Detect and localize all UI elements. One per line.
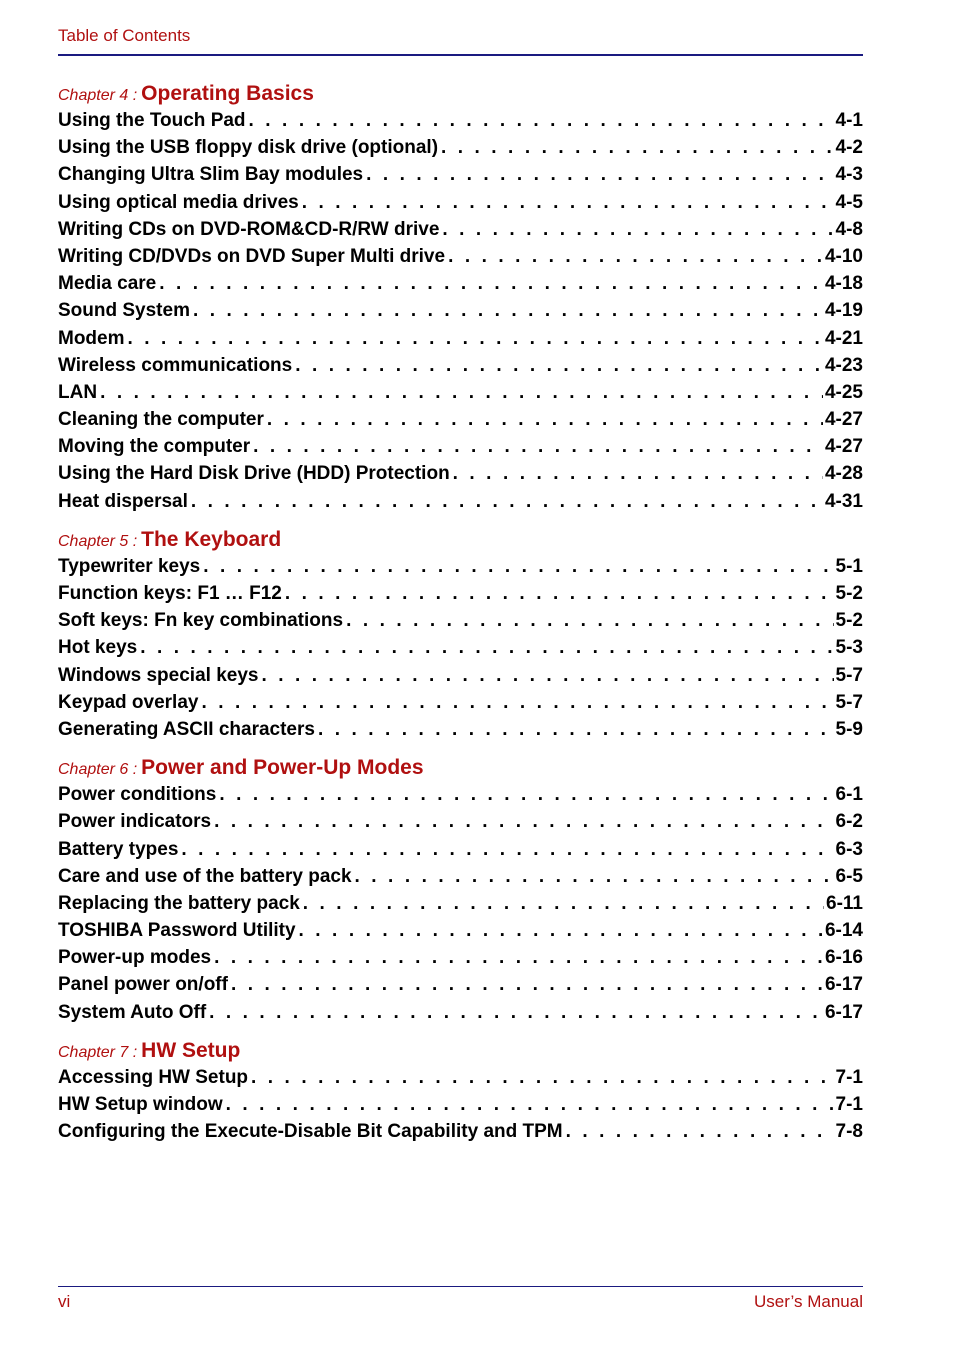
toc-entry-title: Windows special keys — [58, 664, 259, 686]
toc-entry-title: Wireless communications — [58, 354, 293, 376]
dot-leader — [285, 580, 834, 607]
toc-entry-title: Battery types — [58, 838, 179, 860]
chapter-section — [58, 80, 863, 515]
dot-leader — [226, 1091, 834, 1118]
toc-entry-page: 6-17 — [824, 974, 863, 996]
toc-entry[interactable] — [58, 352, 863, 379]
dot-leader — [181, 836, 833, 863]
toc-entry-page: 5-1 — [835, 555, 863, 577]
table-of-contents — [58, 80, 863, 1145]
chapter-title: Power and Power-Up Modes — [141, 756, 424, 780]
chapter-prefix: Chapter 5 : — [58, 532, 138, 550]
toc-entry[interactable] — [58, 716, 863, 743]
toc-entry-title: Function keys: F1 … F12 — [58, 583, 282, 604]
toc-entry-page: 6-1 — [835, 784, 863, 806]
toc-entry-title: Accessing HW Setup — [58, 1066, 249, 1088]
toc-entry[interactable] — [58, 808, 863, 835]
toc-entry[interactable] — [58, 580, 863, 607]
toc-entry-page: 4-23 — [824, 354, 863, 376]
toc-entry[interactable] — [58, 662, 863, 689]
toc-entry-title: HW Setup window — [58, 1094, 223, 1115]
toc-entry[interactable] — [58, 216, 863, 243]
toc-entry-page: 5-3 — [835, 637, 863, 659]
dot-leader — [566, 1118, 834, 1145]
toc-entry-title: Soft keys: Fn key combinations — [58, 610, 344, 632]
toc-entry[interactable] — [58, 1064, 863, 1091]
toc-entry-page: 6-3 — [835, 838, 863, 860]
toc-entry[interactable] — [58, 836, 863, 863]
dot-leader — [441, 134, 834, 161]
toc-entry[interactable] — [58, 971, 863, 998]
dot-leader — [251, 1064, 833, 1091]
toc-entry-page: 4-5 — [835, 191, 863, 213]
header-divider — [58, 54, 863, 56]
toc-entry[interactable] — [58, 488, 863, 515]
toc-entry-title: Sound System — [58, 300, 190, 322]
toc-entry[interactable] — [58, 863, 863, 890]
toc-entry-title: Modem — [58, 327, 125, 349]
dot-leader — [355, 863, 834, 890]
toc-entry-page: 7-1 — [835, 1094, 863, 1115]
toc-entry-title: Power-up modes — [58, 947, 212, 969]
chapter-heading — [58, 526, 863, 553]
toc-entry-page: 4-27 — [824, 436, 863, 458]
dot-leader — [193, 297, 823, 324]
toc-entry-title: Using the Hard Disk Drive (HDD) Protection — [58, 463, 450, 485]
dot-leader — [201, 689, 833, 716]
toc-entry[interactable] — [58, 1118, 863, 1145]
toc-entry-title: TOSHIBA Password Utility — [58, 920, 296, 942]
toc-entry[interactable] — [58, 107, 863, 134]
toc-entry[interactable] — [58, 917, 863, 944]
toc-entry-page: 4-19 — [824, 300, 863, 322]
toc-entry[interactable] — [58, 689, 863, 716]
dot-leader — [203, 553, 833, 580]
toc-entry-page: 5-7 — [835, 664, 863, 686]
toc-entry[interactable] — [58, 890, 863, 917]
toc-entry-title: Changing Ultra Slim Bay modules — [58, 164, 364, 186]
toc-entry[interactable] — [58, 781, 863, 808]
toc-entry-title: Panel power on/off — [58, 974, 228, 996]
chapter-prefix: Chapter 7 : — [58, 1043, 138, 1061]
toc-entry-page: 4-18 — [824, 273, 863, 295]
toc-entry-page: 4-28 — [824, 463, 863, 485]
dot-leader — [299, 917, 823, 944]
chapter-section — [58, 526, 863, 743]
chapter-prefix: Chapter 6 : — [58, 761, 138, 779]
dot-leader — [128, 325, 823, 352]
dot-leader — [249, 107, 834, 134]
toc-entry-page: 4-1 — [835, 110, 863, 131]
toc-entry-title: Power conditions — [58, 784, 217, 806]
toc-entry-title: Heat dispersal — [58, 490, 188, 512]
toc-entry[interactable] — [58, 944, 863, 971]
toc-entry[interactable] — [58, 325, 863, 352]
toc-entry-page: 7-8 — [835, 1121, 863, 1143]
toc-entry[interactable] — [58, 553, 863, 580]
chapter-heading — [58, 754, 863, 781]
toc-entry[interactable] — [58, 243, 863, 270]
chapter-heading — [58, 1037, 863, 1064]
dot-leader — [261, 662, 833, 689]
toc-entry[interactable] — [58, 1091, 863, 1118]
toc-entry-title: Media care — [58, 273, 157, 295]
chapter-title: The Keyboard — [141, 527, 282, 551]
dot-leader — [295, 352, 823, 379]
toc-entry[interactable] — [58, 607, 863, 634]
toc-entry-page: 4-27 — [824, 409, 863, 431]
toc-entry-title: System Auto Off — [58, 1001, 207, 1023]
toc-entry-title: Using the USB floppy disk drive (optional) — [58, 137, 439, 159]
toc-entry[interactable] — [58, 297, 863, 324]
toc-entry-title: Replacing the battery pack — [58, 892, 300, 914]
page-header-title: Table of Contents — [58, 26, 191, 45]
toc-entry-title: LAN — [58, 381, 98, 403]
toc-entry-title: Generating ASCII characters — [58, 718, 315, 740]
dot-leader — [442, 216, 833, 243]
dot-leader — [302, 189, 834, 216]
toc-entry-title: Writing CDs on DVD-ROM&CD-R/RW drive — [58, 218, 440, 240]
toc-entry-title: Keypad overlay — [58, 691, 199, 713]
toc-entry-page: 5-2 — [835, 610, 863, 632]
toc-entry-page: 6-16 — [824, 947, 863, 969]
toc-entry-page: 5-9 — [835, 718, 863, 740]
toc-entry-page: 4-10 — [824, 245, 863, 267]
toc-entry-title: Care and use of the battery pack — [58, 865, 352, 887]
dot-leader — [100, 379, 823, 406]
dot-leader — [366, 161, 833, 188]
dot-leader — [209, 999, 823, 1026]
toc-entry-page: 4-21 — [824, 327, 863, 349]
toc-entry-page: 4-2 — [835, 137, 863, 159]
dot-leader — [159, 270, 823, 297]
toc-entry-page: 6-11 — [826, 892, 863, 914]
toc-entry[interactable] — [58, 161, 863, 188]
toc-entry-page: 6-5 — [835, 865, 863, 887]
manual-title: User’s Manual — [754, 1292, 863, 1311]
toc-entry-title: Cleaning the computer — [58, 409, 264, 431]
dot-leader — [453, 460, 823, 487]
toc-entry-title: Writing CD/DVDs on DVD Super Multi drive — [58, 245, 446, 267]
toc-entry[interactable] — [58, 999, 863, 1026]
dot-leader — [253, 433, 823, 460]
toc-entry[interactable] — [58, 406, 863, 433]
dot-leader — [231, 971, 823, 998]
toc-entry[interactable] — [58, 270, 863, 297]
chapter-title: HW Setup — [141, 1038, 241, 1062]
toc-entry-page: 6-14 — [824, 920, 863, 942]
toc-entry-page: 6-17 — [824, 1001, 863, 1023]
dot-leader — [267, 406, 823, 433]
chapter-section — [58, 1037, 863, 1146]
toc-entry[interactable] — [58, 379, 863, 406]
toc-entry-page: 4-25 — [824, 381, 863, 403]
chapter-section — [58, 754, 863, 1026]
toc-entry-title: Moving the computer — [58, 436, 251, 458]
toc-entry-title: Typewriter keys — [58, 555, 201, 577]
toc-entry-title: Using the Touch Pad — [58, 110, 246, 131]
dot-leader — [191, 488, 823, 515]
chapter-prefix: Chapter 4 : — [58, 87, 138, 104]
toc-entry-page: 4-31 — [824, 490, 863, 512]
chapter-heading — [58, 80, 863, 107]
page-number: vi — [58, 1292, 71, 1311]
dot-leader — [214, 944, 823, 971]
toc-entry[interactable] — [58, 433, 863, 460]
toc-entry-page: 4-8 — [835, 218, 863, 240]
toc-entry-page: 6-2 — [835, 811, 863, 833]
toc-entry-page: 5-7 — [835, 691, 863, 713]
toc-entry[interactable] — [58, 189, 863, 216]
dot-leader — [303, 890, 824, 917]
toc-entry-page: 4-3 — [835, 164, 863, 186]
toc-entry-page: 5-2 — [835, 583, 863, 604]
dot-leader — [346, 607, 833, 634]
toc-entry-title: Power indicators — [58, 811, 212, 833]
toc-entry[interactable] — [58, 460, 863, 487]
toc-entry-title: Configuring the Execute-Disable Bit Capability and TPM — [58, 1121, 563, 1143]
dot-leader — [140, 634, 833, 661]
dot-leader — [219, 781, 833, 808]
toc-entry-title: Using optical media drives — [58, 191, 299, 213]
dot-leader — [214, 808, 833, 835]
chapter-title: Operating Basics — [141, 82, 314, 105]
toc-entry[interactable] — [58, 634, 863, 661]
toc-entry[interactable] — [58, 134, 863, 161]
footer-divider — [58, 1286, 863, 1287]
toc-entry-title: Hot keys — [58, 637, 138, 659]
toc-entry-page: 7-1 — [835, 1066, 863, 1088]
dot-leader — [448, 243, 823, 270]
dot-leader — [318, 716, 834, 743]
